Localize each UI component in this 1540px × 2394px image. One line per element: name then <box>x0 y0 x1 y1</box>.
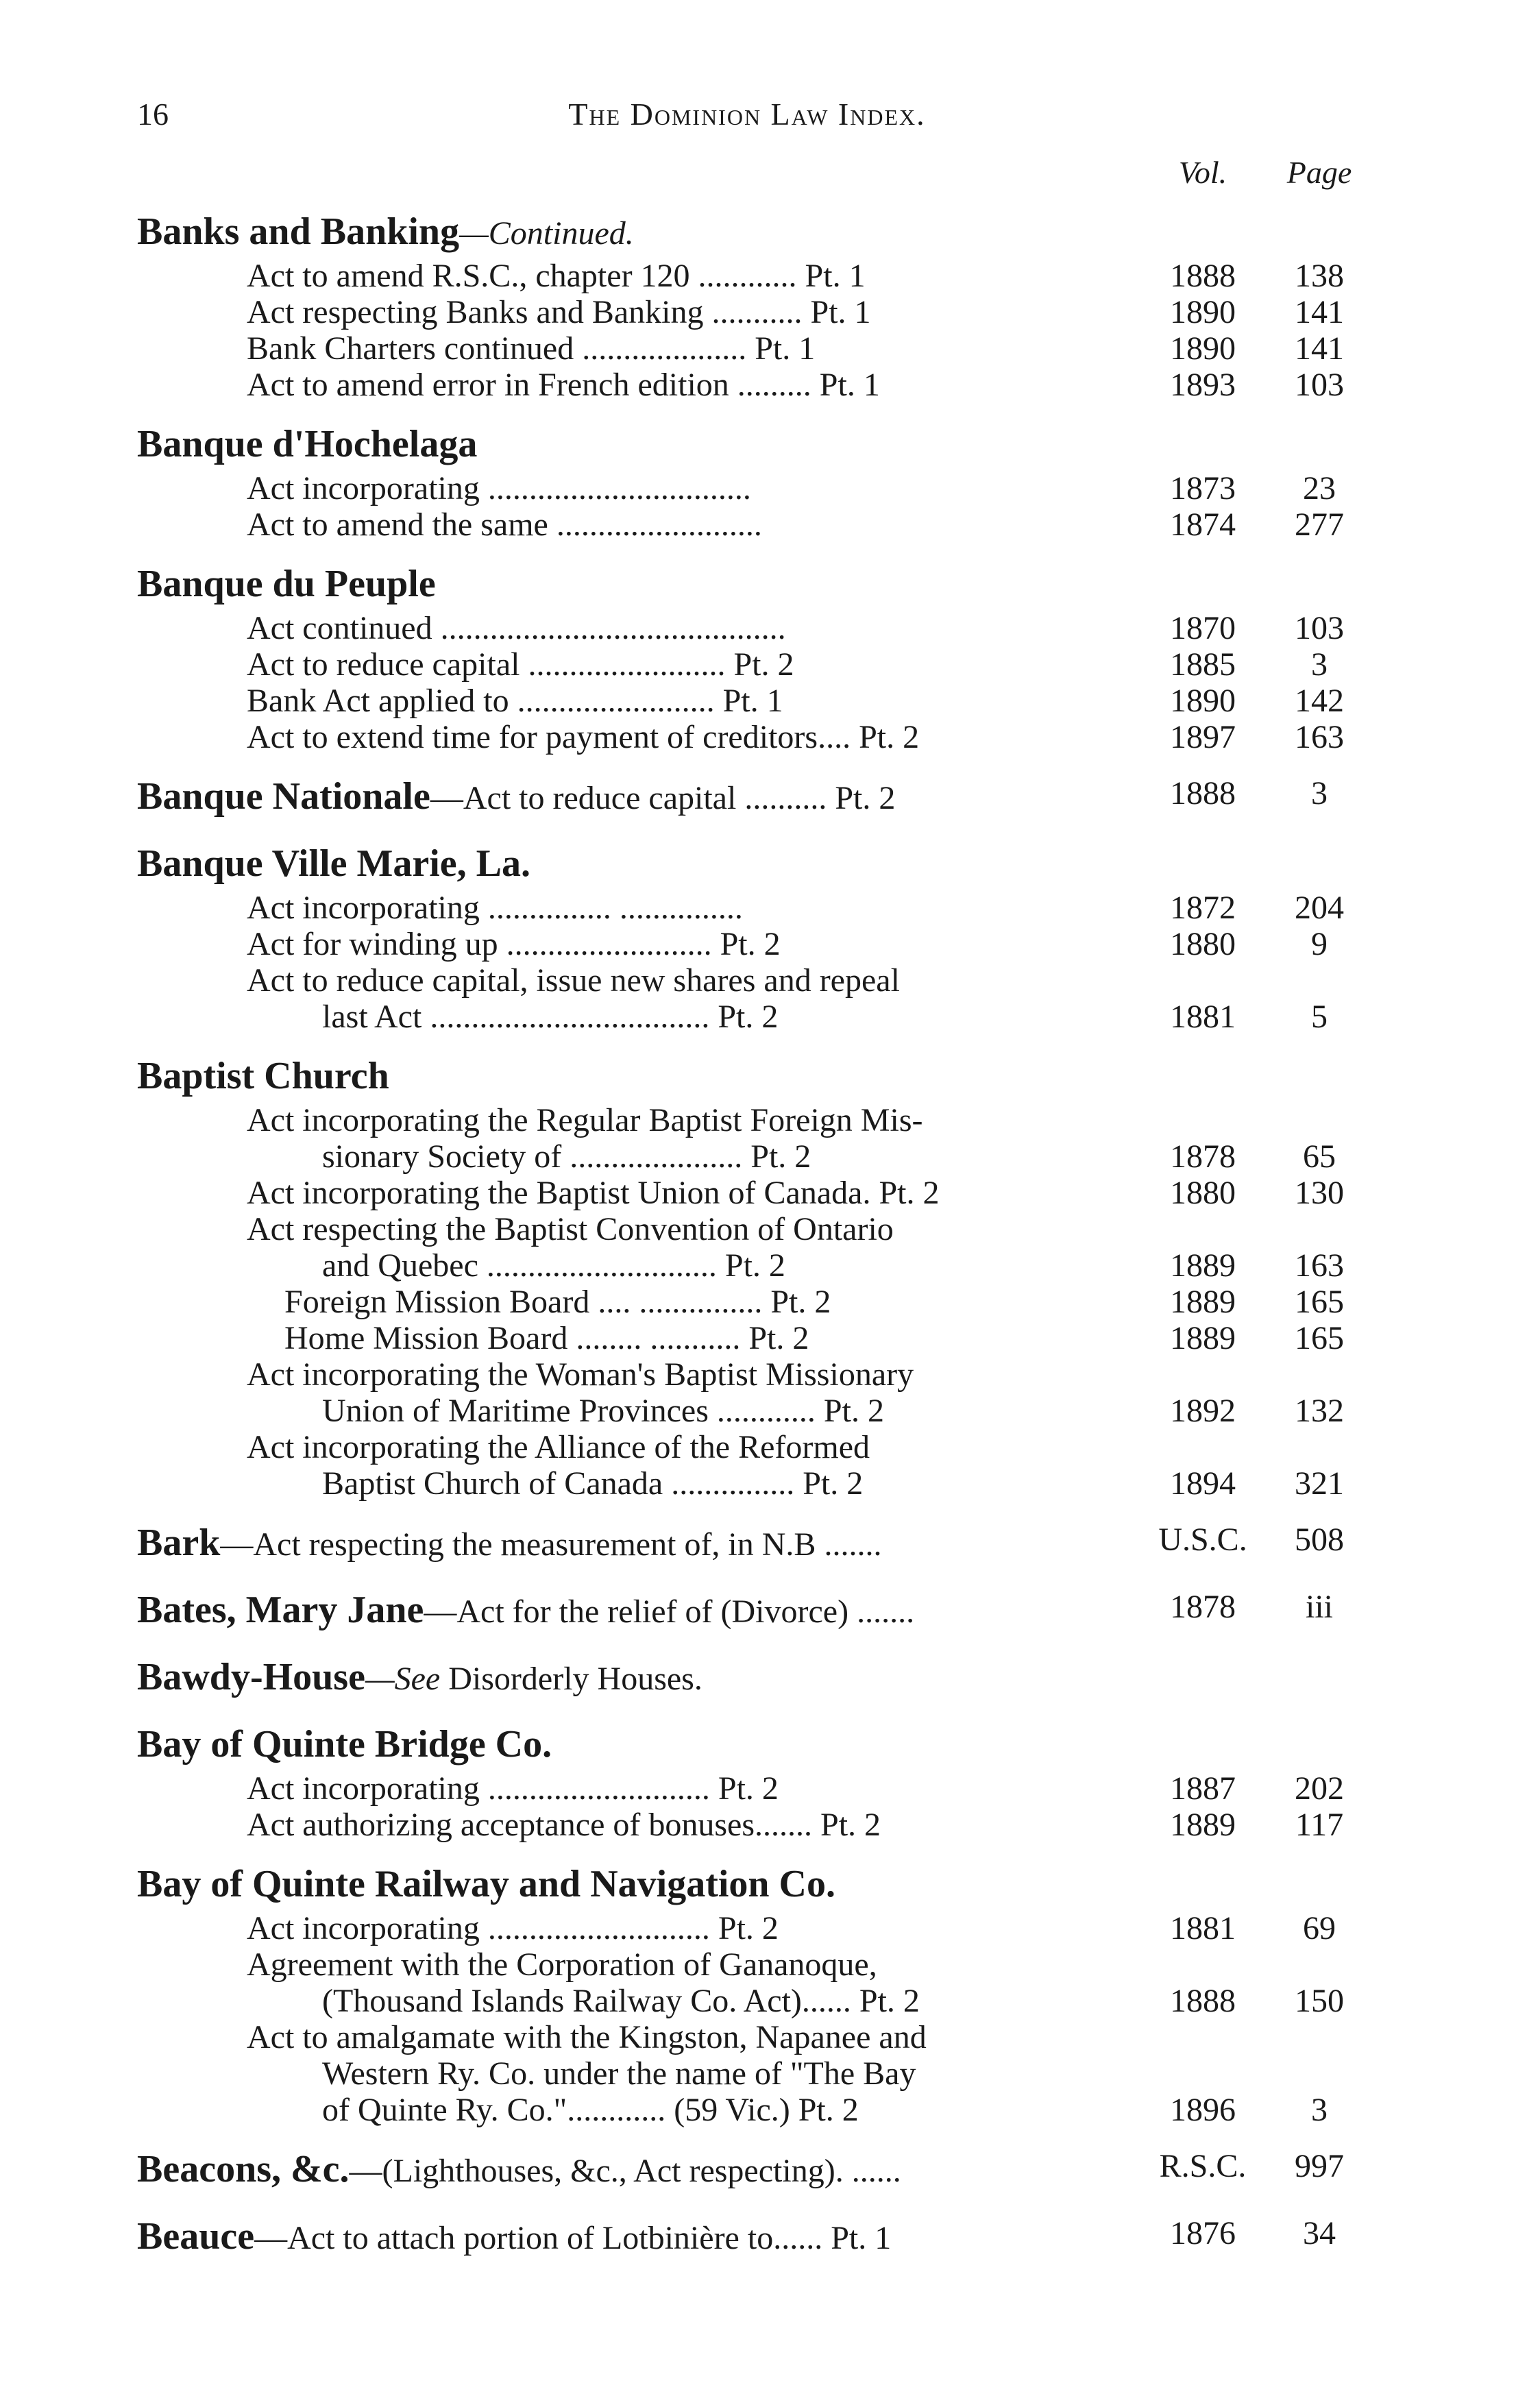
volume-ref: 1876 <box>1170 2215 1236 2251</box>
entry-text: and Quebec ............................ Pt. 2 <box>322 1247 785 1284</box>
page-number: 16 <box>137 97 169 132</box>
index-entry-row <box>137 506 1371 543</box>
volume-ref: 1870 <box>1170 610 1236 646</box>
entry-gap <box>137 1703 1371 1718</box>
entry-text: Act authorizing acceptance of bonuses....... Pt. 2 <box>247 1807 881 1843</box>
entry-heading <box>137 2210 891 2262</box>
entry-text: Bank Charters continued .................... Pt. 1 <box>247 330 816 367</box>
entry-gap <box>137 403 1371 418</box>
index-entry-row <box>137 2019 1371 2055</box>
index-entry-row <box>137 1320 1371 1356</box>
page-ref: 141 <box>1295 294 1344 330</box>
volume-ref: 1889 <box>1170 1284 1236 1320</box>
index-entry-row <box>137 1429 1371 1465</box>
page-ref: 23 <box>1303 470 1336 506</box>
index-entry-row <box>137 610 1371 646</box>
entry-text: Baptist Church of Canada ............... Pt. 2 <box>322 1465 864 1502</box>
index-entry-row <box>137 1211 1371 1247</box>
index-entry-heading-row <box>137 1858 1371 1910</box>
page-ref: 34 <box>1303 2215 1336 2251</box>
entry-text: Act incorporating the Regular Baptist Foreign Mis- <box>247 1102 923 1138</box>
volume-ref: R.S.C. <box>1159 2148 1247 2184</box>
page-ref: 142 <box>1295 683 1344 719</box>
entry-text: Act incorporating the Woman's Baptist Missionary <box>247 1356 914 1393</box>
index-entry-row <box>137 1807 1371 1843</box>
volume-ref: 1888 <box>1170 258 1236 294</box>
index-entry-row <box>137 1393 1371 1429</box>
entry-heading <box>137 2143 901 2195</box>
heading-term: Bark <box>137 1522 221 1564</box>
index-entry-row <box>137 719 1371 755</box>
running-title: The Dominion Law Index. <box>568 97 926 132</box>
volume-ref: 1880 <box>1170 1175 1236 1211</box>
entry-heading <box>137 1050 389 1102</box>
volume-ref: U.S.C. <box>1158 1522 1247 1558</box>
entry-text: Act incorporating ................................ <box>247 470 751 506</box>
index-entry-heading-row <box>137 1651 1371 1703</box>
entry-gap <box>137 1035 1371 1050</box>
entry-text: Act continued .......................................... <box>247 610 786 646</box>
index-entry-row <box>137 2055 1371 2092</box>
index-entry-row <box>137 294 1371 330</box>
index-entry-row <box>137 1983 1371 2019</box>
volume-ref: 1874 <box>1170 506 1236 543</box>
page-ref: 204 <box>1295 890 1344 926</box>
index-entry-row <box>137 1465 1371 1502</box>
continued-note: —Continued. <box>459 215 634 252</box>
entry-text: of Quinte Ry. Co."............ (59 Vic.) Pt. 2 <box>322 2092 859 2128</box>
index-entry-row <box>137 2092 1371 2128</box>
heading-description: —(Lighthouses, &c., Act respecting). ...... <box>349 2153 901 2189</box>
entry-text: Act incorporating ........................... Pt. 2 <box>247 1770 779 1807</box>
volume-ref: 1893 <box>1170 367 1236 403</box>
entry-gap <box>137 2195 1371 2210</box>
volume-ref: 1892 <box>1170 1393 1236 1429</box>
entry-heading <box>137 770 895 822</box>
volume-ref: 1880 <box>1170 926 1236 962</box>
index-entry-heading-row <box>137 2143 1371 2195</box>
entry-gap <box>137 543 1371 558</box>
volume-ref: 1878 <box>1170 1138 1236 1175</box>
entry-text: Act to reduce capital ........................ Pt. 2 <box>247 646 794 683</box>
volume-ref: 1887 <box>1170 1770 1236 1807</box>
entry-text: Act respecting Banks and Banking ........... Pt. 1 <box>247 294 871 330</box>
volume-ref: 1890 <box>1170 330 1236 367</box>
entry-text: Foreign Mission Board .... ............... Pt. 2 <box>284 1284 831 1320</box>
page-ref: 997 <box>1295 2148 1344 2184</box>
page-ref: 65 <box>1303 1138 1336 1175</box>
heading-term: Baptist Church <box>137 1055 389 1097</box>
index-entry-heading-row <box>137 1584 1371 1636</box>
heading-description: —Act to reduce capital .......... Pt. 2 <box>430 780 896 816</box>
page-ref: 130 <box>1295 1175 1344 1211</box>
entry-gap <box>137 1569 1371 1584</box>
heading-description: —Act respecting the measurement of, in N.B ....... <box>220 1526 882 1563</box>
column-header-page: Page <box>1286 155 1352 190</box>
index-entry-row <box>137 683 1371 719</box>
heading-term: Banque Ville Marie, La. <box>137 842 530 885</box>
running-head <box>137 96 1357 144</box>
index-entry-row <box>137 470 1371 506</box>
entry-text: Bank Act applied to ........................ Pt. 1 <box>247 683 783 719</box>
volume-ref: 1889 <box>1170 1320 1236 1356</box>
index-entry-row <box>137 330 1371 367</box>
page-ref: 3 <box>1311 775 1328 811</box>
volume-ref: 1890 <box>1170 294 1236 330</box>
page-ref: 138 <box>1295 258 1344 294</box>
entry-text: Home Mission Board ........ ........... Pt. 2 <box>284 1320 809 1356</box>
page-ref: 277 <box>1295 506 1344 543</box>
entry-heading <box>137 558 436 610</box>
heading-term: Bates, Mary Jane <box>137 1589 424 1631</box>
page-ref: iii <box>1305 1589 1333 1625</box>
index-entries <box>137 206 1371 2262</box>
page-ref: 132 <box>1295 1393 1344 1429</box>
entry-text: Act to reduce capital, issue new shares and repeal <box>247 962 900 999</box>
heading-term: Bawdy-House <box>137 1656 365 1698</box>
entry-text: Act respecting the Baptist Convention of Ontario <box>247 1211 894 1247</box>
index-entry-row <box>137 1356 1371 1393</box>
volume-ref: 1872 <box>1170 890 1236 926</box>
entry-heading <box>137 418 477 470</box>
page-ref: 117 <box>1295 1807 1344 1843</box>
entry-text: (Thousand Islands Railway Co. Act)...... Pt. 2 <box>322 1983 920 2019</box>
volume-ref: 1894 <box>1170 1465 1236 1502</box>
heading-term: Banque du Peuple <box>137 563 436 605</box>
volume-ref: 1873 <box>1170 470 1236 506</box>
volume-ref: 1881 <box>1170 999 1236 1035</box>
page-ref: 321 <box>1295 1465 1344 1502</box>
volume-ref: 1888 <box>1170 775 1236 811</box>
index-entry-row <box>137 258 1371 294</box>
index-entry-row <box>137 962 1371 999</box>
index-entry-row <box>137 1910 1371 1946</box>
heading-term: Banque d'Hochelaga <box>137 423 478 465</box>
index-entry-heading-row <box>137 770 1371 822</box>
index-entry-heading-row <box>137 558 1371 610</box>
page-ref: 202 <box>1295 1770 1344 1807</box>
index-entry-row <box>137 1946 1371 1983</box>
volume-ref: 1890 <box>1170 683 1236 719</box>
entry-text: Agreement with the Corporation of Gananoque, <box>247 1946 877 1983</box>
page-ref: 103 <box>1295 610 1344 646</box>
page-ref: 103 <box>1295 367 1344 403</box>
entry-gap <box>137 1636 1371 1651</box>
index-entry-row <box>137 367 1371 403</box>
volume-ref: 1885 <box>1170 646 1236 683</box>
entry-heading <box>137 1584 914 1636</box>
page-ref: 165 <box>1295 1320 1344 1356</box>
index-entry-row <box>137 646 1371 683</box>
entry-text: Act to amalgamate with the Kingston, Napanee and <box>247 2019 927 2055</box>
page-ref: 163 <box>1295 719 1344 755</box>
heading-term: Bay of Quinte Railway and Navigation Co. <box>137 1863 835 1905</box>
page-ref: 9 <box>1311 926 1328 962</box>
heading-description: —Act for the relief of (Divorce) ....... <box>424 1593 915 1630</box>
page-ref: 3 <box>1311 646 1328 683</box>
page-ref: 5 <box>1311 999 1328 1035</box>
entry-heading <box>137 1858 835 1910</box>
entry-text: Western Ry. Co. under the name of "The Bay <box>322 2055 916 2092</box>
entry-text: Act incorporating the Alliance of the Reformed <box>247 1429 870 1465</box>
volume-ref: 1889 <box>1170 1247 1236 1284</box>
volume-ref: 1888 <box>1170 1983 1236 2019</box>
volume-ref: 1878 <box>1170 1589 1236 1625</box>
entry-text: Act incorporating ........................... Pt. 2 <box>247 1910 779 1946</box>
entry-heading <box>137 1517 881 1569</box>
heading-term: Beacons, &c. <box>137 2148 350 2190</box>
entry-text: Act to extend time for payment of creditors.... Pt. 2 <box>247 719 920 755</box>
heading-term: Bay of Quinte Bridge Co. <box>137 1723 552 1766</box>
entry-gap <box>137 822 1371 838</box>
entry-heading <box>137 206 634 258</box>
index-entry-heading-row <box>137 838 1371 890</box>
index-entry-heading-row <box>137 1517 1371 1569</box>
column-header-vol: Vol. <box>1178 155 1227 190</box>
entry-gap <box>137 2128 1371 2143</box>
entry-heading <box>137 1718 552 1770</box>
entry-text: Act incorporating ............... ............... <box>247 890 743 926</box>
index-entry-row <box>137 1770 1371 1807</box>
page-ref: 165 <box>1295 1284 1344 1320</box>
index-entry-row <box>137 926 1371 962</box>
index-entry-heading-row <box>137 206 1371 258</box>
entry-heading <box>137 838 530 890</box>
index-entry-row <box>137 1138 1371 1175</box>
index-entry-heading-row <box>137 1050 1371 1102</box>
index-entry-row <box>137 1284 1371 1320</box>
page-ref: 69 <box>1303 1910 1336 1946</box>
entry-text: Union of Maritime Provinces ............ Pt. 2 <box>322 1393 884 1429</box>
entry-gap <box>137 1843 1371 1858</box>
volume-ref: 1889 <box>1170 1807 1236 1843</box>
entry-text: Act incorporating the Baptist Union of Canada. Pt. 2 <box>247 1175 940 1211</box>
index-entry-row <box>137 999 1371 1035</box>
entry-text: Act to amend R.S.C., chapter 120 ............ Pt. 1 <box>247 258 866 294</box>
entry-gap <box>137 1502 1371 1517</box>
entry-heading <box>137 1651 702 1703</box>
page-ref: 508 <box>1295 1522 1344 1558</box>
page-ref: 150 <box>1295 1983 1344 2019</box>
entry-text: Act for winding up ......................... Pt. 2 <box>247 926 781 962</box>
index-entry-row <box>137 1175 1371 1211</box>
entry-text: sionary Society of ..................... Pt. 2 <box>322 1138 811 1175</box>
volume-ref: 1897 <box>1170 719 1236 755</box>
page-ref: 3 <box>1311 2092 1328 2128</box>
index-entry-heading-row <box>137 2210 1371 2262</box>
heading-description: Disorderly Houses. <box>440 1661 702 1697</box>
entry-text: Act to amend error in French edition ......... Pt. 1 <box>247 367 880 403</box>
volume-ref: 1896 <box>1170 2092 1236 2128</box>
index-entry-heading-row <box>137 1718 1371 1770</box>
entry-text: last Act .................................. Pt. 2 <box>322 999 779 1035</box>
entry-text: Act to amend the same ......................... <box>247 506 762 543</box>
volume-ref: 1881 <box>1170 1910 1236 1946</box>
heading-description: —Act to attach portion of Lotbinière to...... Pt. 1 <box>254 2220 892 2256</box>
page-ref: 141 <box>1295 330 1344 367</box>
index-entry-row <box>137 1102 1371 1138</box>
heading-term: Banks and Banking <box>137 210 460 253</box>
index-entry-heading-row <box>137 418 1371 470</box>
heading-term: Banque Nationale <box>137 775 430 818</box>
see-reference: —See <box>365 1661 441 1697</box>
heading-term: Beauce <box>137 2215 255 2258</box>
index-entry-row <box>137 1247 1371 1284</box>
page-ref: 163 <box>1295 1247 1344 1284</box>
index-entry-row <box>137 890 1371 926</box>
entry-gap <box>137 755 1371 770</box>
